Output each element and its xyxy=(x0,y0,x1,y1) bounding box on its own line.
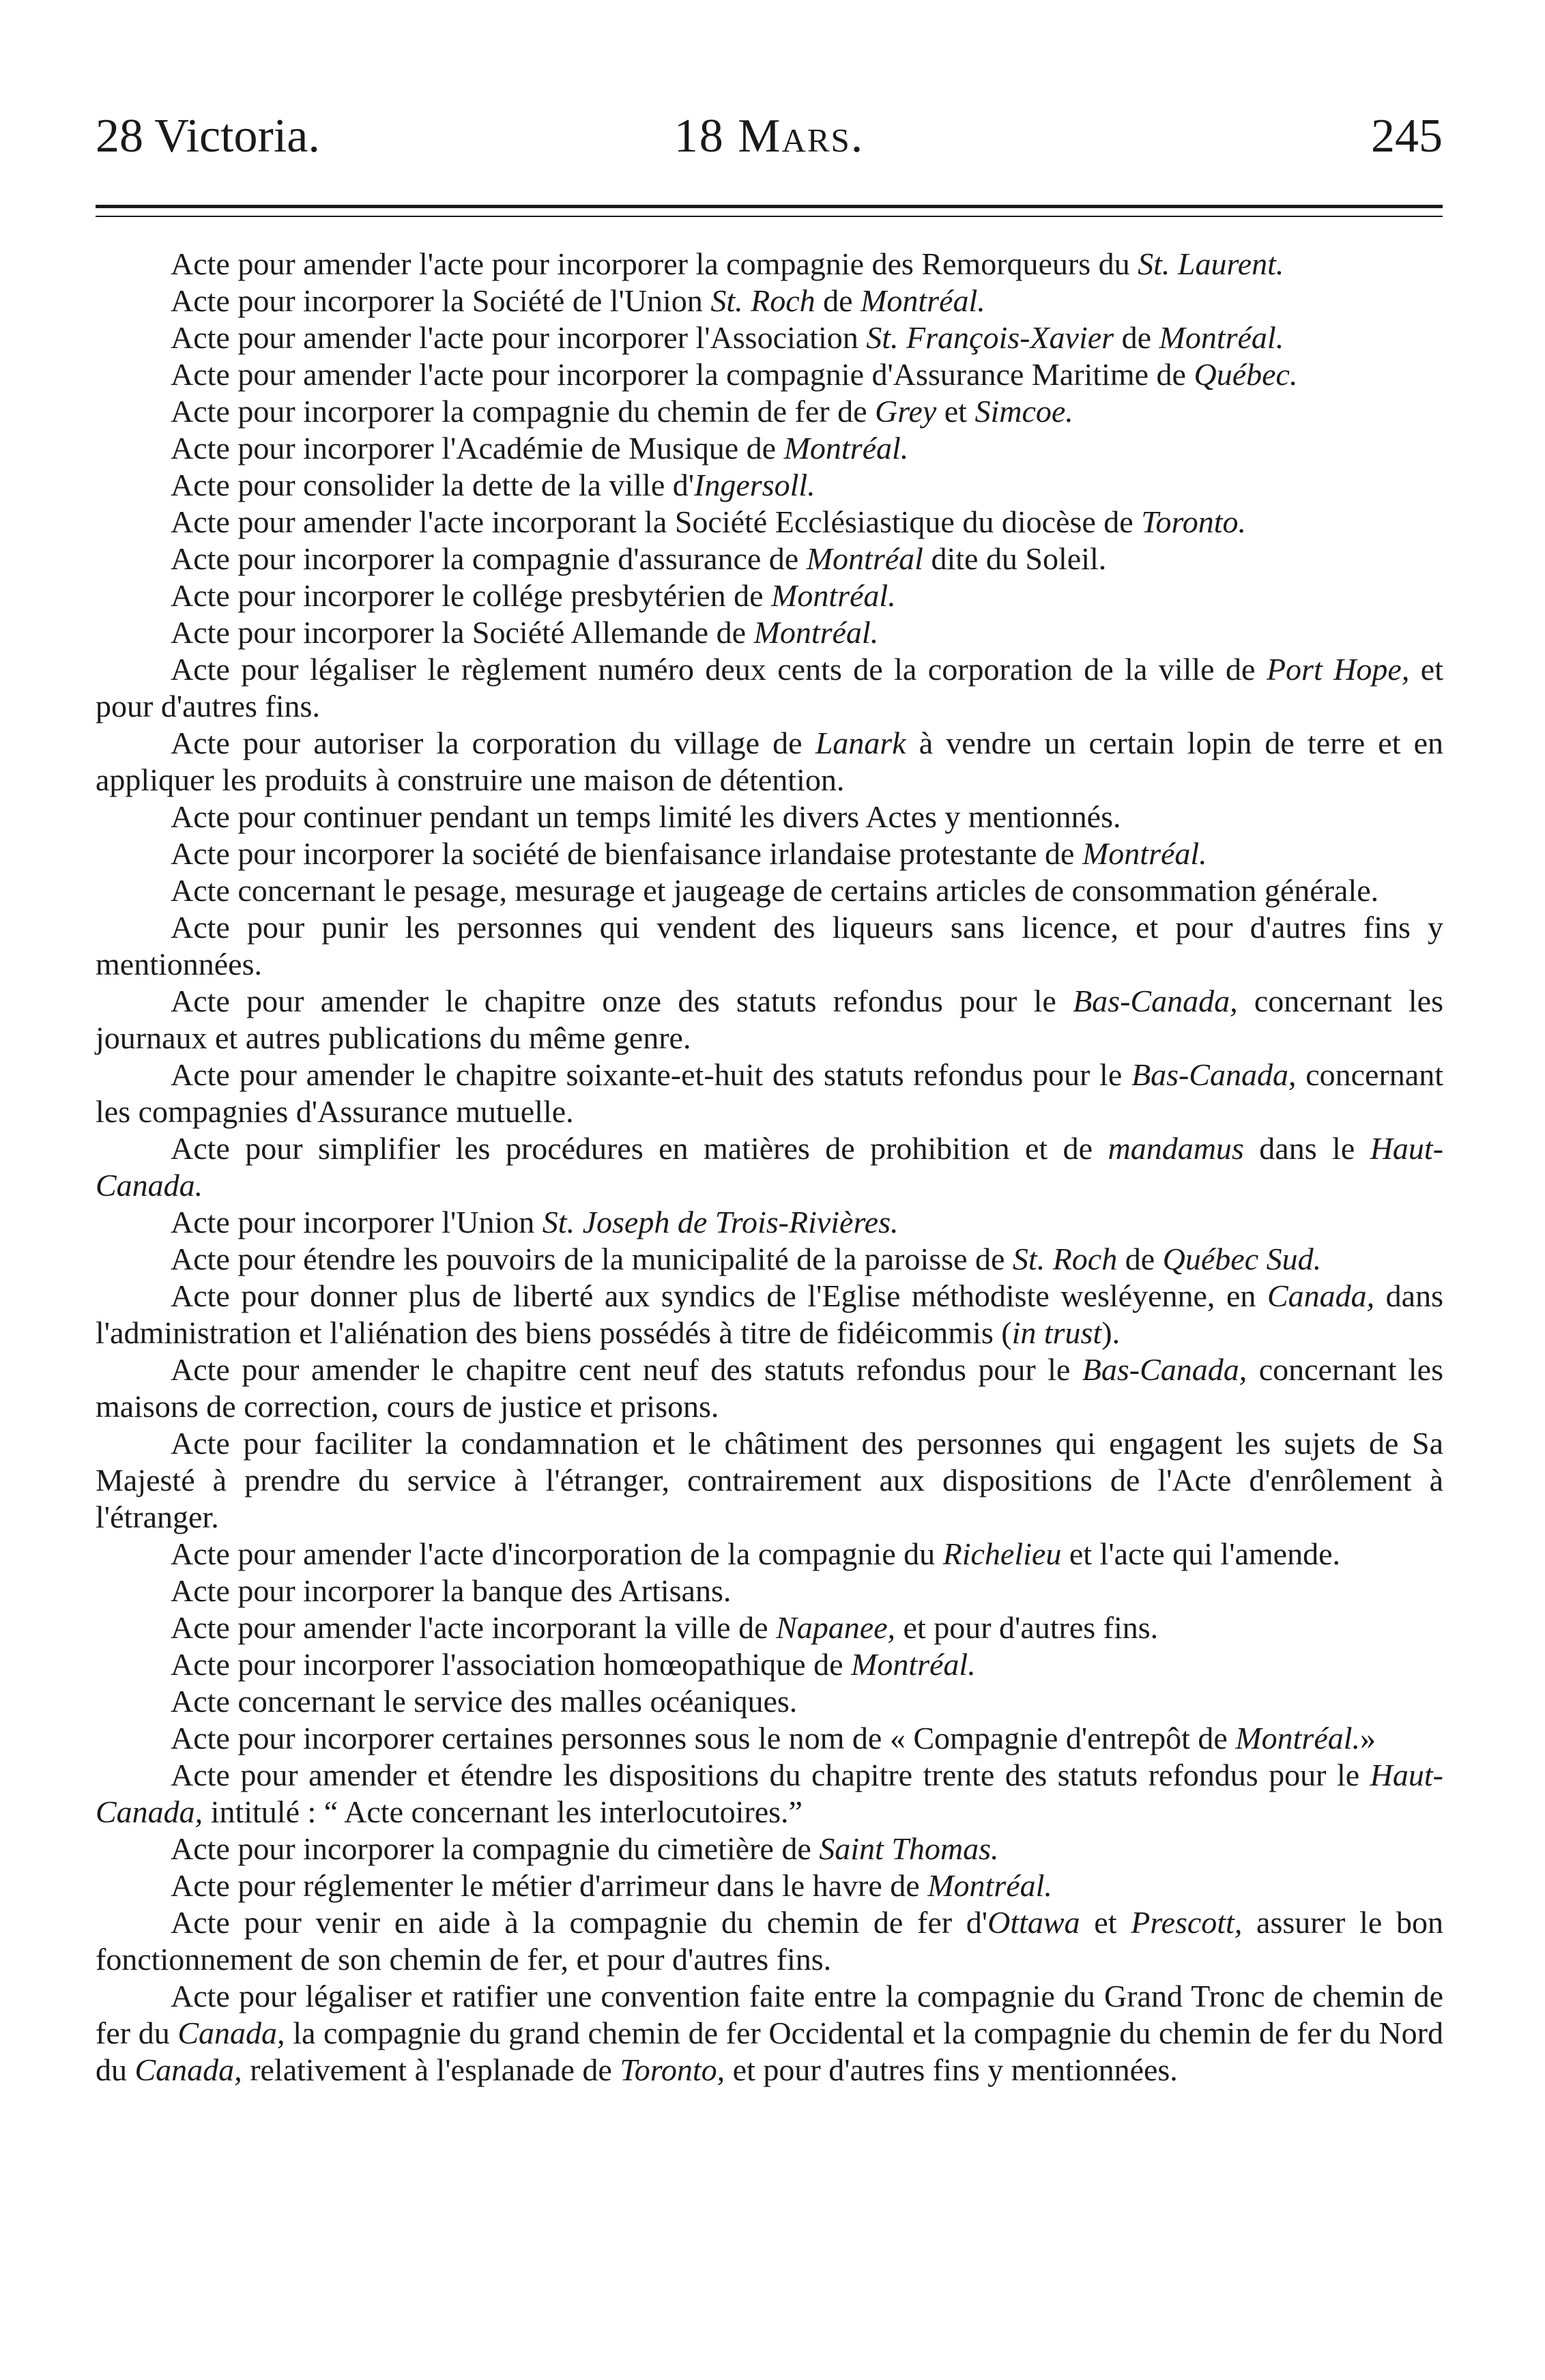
act-entry: Acte pour étendre les pouvoirs de la municipalité de la paroisse de St. Roch de Québec Sud. xyxy=(171,1242,1322,1276)
act-entry: Acte pour incorporer l'Union St. Joseph de Trois-Rivières. xyxy=(171,1205,899,1239)
page-number: 245 xyxy=(1371,110,1443,162)
act-entry: Acte pour incorporer la compagnie d'assurance de Montréal dite du Soleil. xyxy=(171,541,1107,576)
act-entry: Acte pour légaliser le règlement numéro deux cents de la corporation de la ville de Port Hope, et pour d'autres fins. xyxy=(96,652,1443,723)
act-entry: Acte pour incorporer le collége presbytérien de Montréal. xyxy=(171,578,896,613)
act-entry: Acte pour amender l'acte pour incorporer la compagnie des Remorqueurs du St. Laurent. xyxy=(171,246,1284,281)
act-entry: Acte pour incorporer la société de bienfaisance irlandaise protestante de Montréal. xyxy=(171,836,1207,871)
act-entry: Acte pour amender l'acte pour incorporer la compagnie d'Assurance Maritime de Québec. xyxy=(171,357,1298,392)
act-entry: Acte pour punir les personnes qui vendent des liqueurs sans licence, et pour d'autres fins y mentionnées. xyxy=(96,910,1443,981)
act-entry: Acte pour amender l'acte pour incorporer l'Association St. François-Xavier de Montréal. xyxy=(171,320,1284,355)
header-center xyxy=(674,109,865,164)
header-left: 28 Victoria. xyxy=(96,110,320,162)
act-entry: Acte pour continuer pendant un temps limité les divers Actes y mentionnés. xyxy=(171,799,1121,834)
act-entry: Acte pour incorporer la Société Allemande de Montréal. xyxy=(171,615,879,650)
act-entry: Acte pour incorporer la compagnie du chemin de fer de Grey et Simcoe. xyxy=(171,394,1073,429)
act-entry: Acte pour faciliter la condamnation et le châtiment des personnes qui engagent les sujets de Sa Majesté à prendre du service à l'étranger, contrairement aux dispositions de l'Acte d'enrôlement à l'étranger. xyxy=(96,1426,1443,1534)
act-entry: Acte pour incorporer la Société de l'Union St. Roch de Montréal. xyxy=(171,283,985,318)
header-center-month: Mars. xyxy=(738,110,865,162)
header-rule-thin xyxy=(96,216,1443,217)
act-entry: Acte concernant le pesage, mesurage et jaugeage de certains articles de consommation générale. xyxy=(171,873,1379,908)
act-entry: Acte pour incorporer la compagnie du cimetière de Saint Thomas. xyxy=(171,1831,999,1866)
act-list xyxy=(96,246,1443,2089)
act-entry: Acte pour amender le chapitre cent neuf des statuts refondus pour le Bas-Canada, concernant les maisons de correction, cours de justice et prisons. xyxy=(96,1352,1444,1424)
act-entry: Acte pour incorporer la banque des Artisans. xyxy=(171,1573,732,1608)
act-entry: Acte pour amender le chapitre soixante-et-huit des statuts refondus pour le Bas-Canada, concernant les compagnies d'Assurance mutuelle. xyxy=(96,1057,1443,1129)
act-entry: Acte pour amender l'acte incorporant la ville de Napanee, et pour d'autres fins. xyxy=(171,1610,1159,1645)
act-entry: Acte pour amender et étendre les dispositions du chapitre trente des statuts refondus pour le Haut-Canada, intitulé : “ Acte concernant les interlocutoires.” xyxy=(96,1758,1443,1829)
act-entry: Acte pour réglementer le métier d'arrimeur dans le havre de Montréal. xyxy=(171,1868,1052,1903)
act-entry: Acte pour incorporer l'association homœopathique de Montréal. xyxy=(171,1647,976,1682)
act-entry: Acte pour simplifier les procédures en matières de prohibition et de mandamus dans le Haut-Canada. xyxy=(96,1131,1444,1203)
running-header xyxy=(96,109,1443,184)
act-entry: Acte pour légaliser et ratifier une convention faite entre la compagnie du Grand Tronc de chemin de fer du Canada, la compagnie du grand chemin de fer Occidental et la compagnie du chemin de fer du Nord du Canada, relativement à l'esplanade de Toronto, et pour d'autres fins y mentionnées. xyxy=(96,1979,1443,2087)
header-center-number: 18 xyxy=(674,110,725,162)
act-entry: Acte pour amender l'acte d'incorporation de la compagnie du Richelieu et l'acte qui l'amende. xyxy=(171,1536,1341,1571)
act-entry: Acte pour donner plus de liberté aux syndics de l'Eglise méthodiste wesléyenne, en Canada, dans l'administration et l'aliénation des biens possédés à titre de fidéicommis (in trust). xyxy=(96,1278,1443,1350)
header-rule-thick xyxy=(96,205,1443,208)
act-entry: Acte pour autoriser la corporation du village de Lanark à vendre un certain lopin de terre et en appliquer les produits à construire une maison de détention. xyxy=(96,726,1444,797)
act-entry: Acte pour venir en aide à la compagnie du chemin de fer d'Ottawa et Prescott, assurer le bon fonctionnement de son chemin de fer, et pour d'autres fins. xyxy=(96,1905,1443,1977)
act-entry: Acte concernant le service des malles océaniques. xyxy=(171,1684,798,1719)
act-entry: Acte pour incorporer certaines personnes sous le nom de « Compagnie d'entrepôt de Montréal.» xyxy=(171,1721,1376,1755)
act-entry: Acte pour amender le chapitre onze des statuts refondus pour le Bas-Canada, concernant les journaux et autres publications du même genre. xyxy=(96,984,1443,1055)
act-entry: Acte pour incorporer l'Académie de Musique de Montréal. xyxy=(171,431,909,465)
act-entry: Acte pour consolider la dette de la ville d'Ingersoll. xyxy=(171,468,815,502)
act-entry: Acte pour amender l'acte incorporant la Société Ecclésiastique du diocèse de Toronto. xyxy=(171,504,1247,539)
